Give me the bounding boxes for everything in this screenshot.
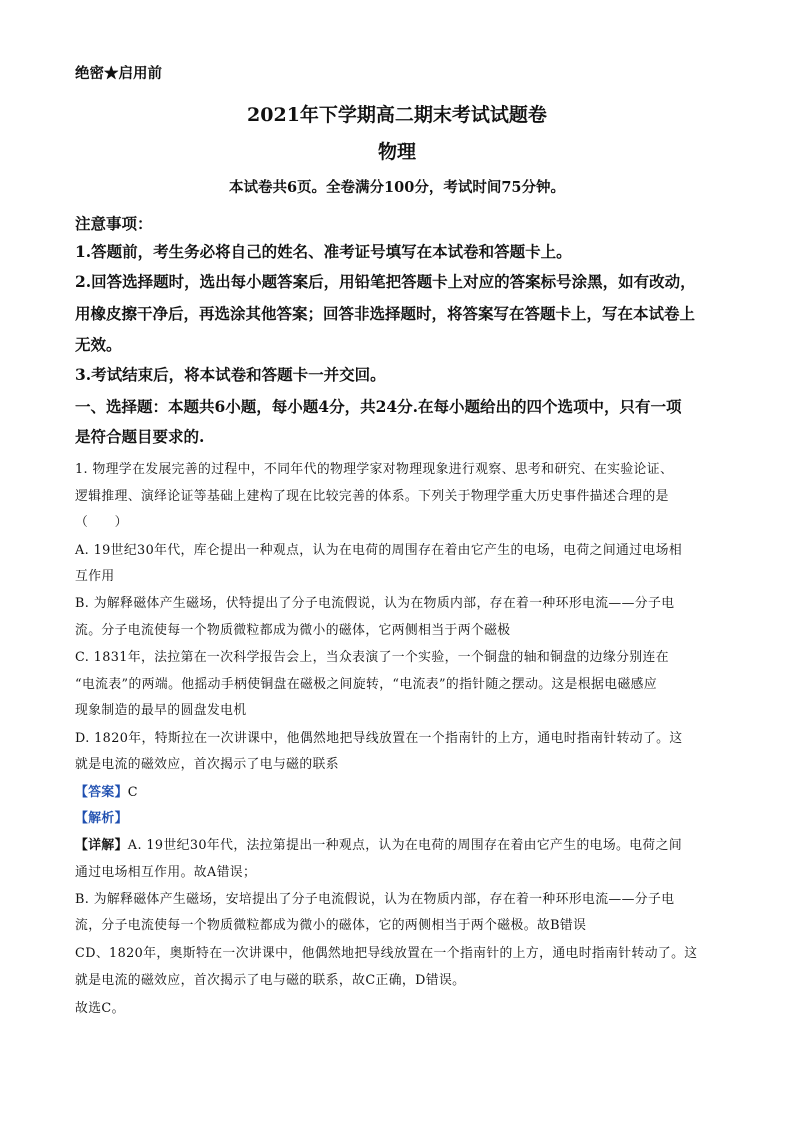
option-a-line-1: A. 19世纪30年代，库仑提出一种观点，认为在电荷的周围存在着由它产生的电场，电荷之间通过电场相 <box>75 543 683 558</box>
explanation-line-4: 流，分子电流使每一个物质微粒都成为微小的磁体，它的两侧相当于两个磁极。故B错误 <box>75 918 587 933</box>
analysis-label-text: 【解析】 <box>75 811 128 826</box>
note-3: 3.考试结束后，将本试卷和答题卡一并交回。 <box>75 365 386 384</box>
explanation-line-7: 故选C。 <box>75 1001 125 1016</box>
secret-label: 绝密★启用前 <box>75 65 162 82</box>
explanation-line-1 <box>75 834 682 853</box>
option-b-line-1: B. 为解释磁体产生磁场，伏特提出了分子电流假说，认为在物质内部，存在着一种环形电流——分子电 <box>75 596 675 611</box>
answer-label: 【答案】 <box>75 785 128 800</box>
question-stem-line-2: 逻辑推理、演绎论证等基础上建构了现在比较完善的体系。下列关于物理学重大历史事件描述合理的是 <box>75 489 669 504</box>
notes-heading: 注意事项： <box>75 214 153 233</box>
analysis-label <box>75 807 128 826</box>
option-c-line-1: C. 1831年，法拉第在一次科学报告会上，当众表演了一个实验，一个铜盘的轴和铜盘的边缘分别连在 <box>75 650 669 665</box>
explanation-line-6: 就是电流的磁效应，首次揭示了电与磁的联系，故C正确，D错误。 <box>75 973 466 988</box>
note-2-line-2: 用橡皮擦干净后，再选涂其他答案；回答非选择题时，将答案写在答题卡上，写在本试卷上 <box>75 304 696 323</box>
exam-info: 本试卷共6页。全卷满分100分，考试时间75分钟。 <box>228 179 566 196</box>
exam-title: 2021年下学期高二期末考试试题卷 <box>247 104 547 126</box>
answer-value: C <box>127 785 138 800</box>
note-2-line-3: 无效。 <box>75 335 122 354</box>
subject-title: 物理 <box>377 141 416 163</box>
section-heading-line-2: 是符合题目要求的. <box>75 427 205 446</box>
explanation-line-3: B. 为解释磁体产生磁场，安培提出了分子电流假说，认为在物质内部，存在着一种环形电流——分子电 <box>75 892 675 907</box>
question-stem-line-1: 1. 物理学在发展完善的过程中，不同年代的物理学家对物理现象进行观察、思考和研究、在实验论证、 <box>75 462 674 477</box>
option-d-line-1: D. 1820年，特斯拉在一次讲课中，他偶然地把导线放置在一个指南针的上方，通电时指南针转动了。这 <box>75 731 683 746</box>
question-stem-line-3: （ ） <box>75 515 128 530</box>
answer-line <box>75 781 138 800</box>
detail-label: 【详解】 <box>75 838 128 853</box>
option-a-line-2: 互作用 <box>75 569 115 584</box>
explanation-line-2: 通过电场相互作用。故A错误； <box>75 865 257 880</box>
option-c-line-3: 现象制造的最早的圆盘发电机 <box>75 703 247 718</box>
option-b-line-2: 流。分子电流使每一个物质微粒都成为微小的磁体，它两侧相当于两个磁极 <box>75 623 511 638</box>
option-c-line-2: “电流表”的两端。他摇动手柄使铜盘在磁极之间旋转，“电流表”的指针随之摆动。这是根据电磁感应 <box>75 677 658 692</box>
option-d-line-2: 就是电流的磁效应，首次揭示了电与磁的联系 <box>75 757 339 772</box>
explanation-line-5: CD、1820年，奥斯特在一次讲课中，他偶然地把导线放置在一个指南针的上方，通电时指南针转动了。这 <box>75 946 698 961</box>
note-2-line-1: 2.回答选择题时，选出每小题答案后，用铅笔把答题卡上对应的答案标号涂黑，如有改动， <box>75 272 696 291</box>
section-heading-line-1: 一、选择题：本题共6小题，每小题4分，共24分.在每小题给出的四个选项中，只有一项 <box>75 397 682 416</box>
note-1: 1.答题前，考生务必将自己的姓名、准考证号填写在本试卷和答题卡上。 <box>75 242 572 261</box>
explanation-line-1-text: A. 19世纪30年代，法拉第提出一种观点，认为在电荷的周围存在着由它产生的电场。电荷之间 <box>127 838 683 853</box>
